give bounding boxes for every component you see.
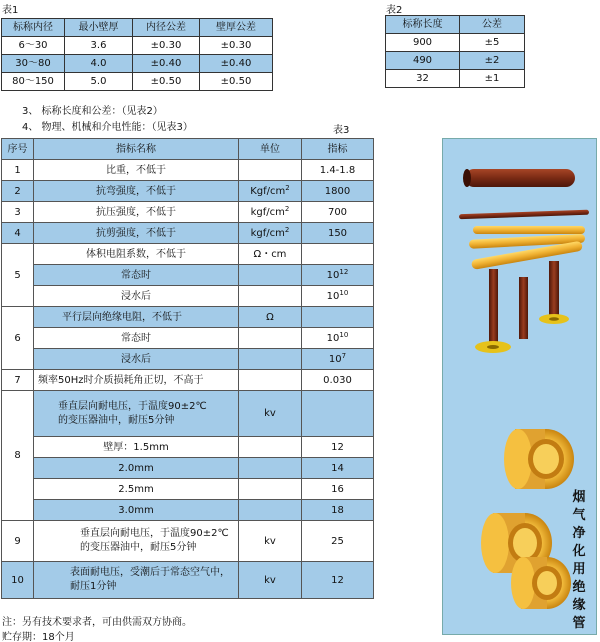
unit (239, 370, 302, 391)
table2-cell: ±2 (460, 52, 525, 70)
row-number: 6 (2, 307, 34, 370)
table3-header: 单位 (239, 139, 302, 160)
unit: kgf/$cm^2$ (239, 223, 302, 244)
sub-condition: 常态时 (34, 328, 239, 349)
value: 0.030 (302, 370, 374, 391)
table1-cell: 80～150 (2, 73, 65, 91)
property-name: 体积电阻系数，不低于 (34, 244, 239, 265)
table2-header: 公差 (460, 16, 525, 34)
value: $10^{10}$ (302, 286, 374, 307)
property-name: 平行层向绝缘电阻，不低于 (34, 307, 239, 328)
unit (239, 265, 302, 286)
sub-condition: 壁厚：1.5mm (34, 437, 239, 458)
property-name: 垂直层向耐电压，于温度90±2℃ 的变压器油中，耐压5分钟 (34, 521, 239, 562)
sub-condition: 浸水后 (34, 349, 239, 370)
row-number: 3 (2, 202, 34, 223)
unit: kv (239, 562, 302, 599)
table2-cell: ±5 (460, 34, 525, 52)
value: 1.4-1.8 (302, 160, 374, 181)
table3-label: 表3 (333, 125, 350, 136)
row-number: 4 (2, 223, 34, 244)
property-name: 表面耐电压，受潮后于常态空气中， 耐压1分钟 (34, 562, 239, 599)
unit (239, 286, 302, 307)
table2-cell: 32 (386, 70, 460, 88)
property-name: 抗压强度，不低于 (34, 202, 239, 223)
value: 25 (302, 521, 374, 562)
table1-cell: ±0.50 (200, 73, 273, 91)
sub-condition: 2.0mm (34, 458, 239, 479)
row-number: 5 (2, 244, 34, 307)
table3-header: 序号 (2, 139, 34, 160)
note-item3: 3、 标称长度和公差：（见表2） (22, 106, 163, 117)
value: $10^7$ (302, 349, 374, 370)
table1-cell: 30～80 (2, 55, 65, 73)
row-number: 1 (2, 160, 34, 181)
property-name: 垂直层向耐电压，于温度90±2℃ 的变压器油中，耐压5分钟 (34, 391, 239, 437)
value (302, 244, 374, 265)
unit (239, 349, 302, 370)
value: 1800 (302, 181, 374, 202)
storage-period: 贮存期：18个月 (2, 632, 75, 642)
table3-header: 指标名称 (34, 139, 239, 160)
property-name: 比重，不低于 (34, 160, 239, 181)
property-name: 抗弯强度，不低于 (34, 181, 239, 202)
value (302, 307, 374, 328)
unit: kgf/$cm^2$ (239, 202, 302, 223)
table1-header: 壁厚公差 (200, 19, 273, 37)
table1-cell: 6～30 (2, 37, 65, 55)
unit: Kgf/$cm^2$ (239, 181, 302, 202)
row-number: 2 (2, 181, 34, 202)
unit (239, 500, 302, 521)
table1-cell: 5.0 (65, 73, 133, 91)
value: 700 (302, 202, 374, 223)
footer-note: 注：另有技术要求者，可由供需双方协商。 (2, 617, 192, 628)
table1-label: 表1 (2, 5, 19, 16)
table1-cell: 4.0 (65, 55, 133, 73)
sub-condition: 浸水后 (34, 286, 239, 307)
value: $10^{10}$ (302, 328, 374, 349)
table1-cell: ±0.40 (133, 55, 200, 73)
unit: Ω・cm (239, 244, 302, 265)
table2-cell: 900 (386, 34, 460, 52)
table2-label: 表2 (386, 5, 403, 16)
table3 (1, 138, 374, 599)
table2-cell: 490 (386, 52, 460, 70)
value: 18 (302, 500, 374, 521)
table2-cell: ±1 (460, 70, 525, 88)
table1-cell: ±0.30 (200, 37, 273, 55)
value (302, 391, 374, 437)
row-number: 8 (2, 391, 34, 521)
sub-condition: 2.5mm (34, 479, 239, 500)
row-number: 9 (2, 521, 34, 562)
property-name: 频率50Hz时介质损耗角正切，不高于 (34, 370, 239, 391)
value: 12 (302, 562, 374, 599)
table1-header: 最小壁厚 (65, 19, 133, 37)
table3-header: 指标 (302, 139, 374, 160)
value: $10^{12}$ (302, 265, 374, 286)
unit (239, 328, 302, 349)
note-item4: 4、 物理、机械和介电性能：（见表3） (22, 122, 193, 133)
table2 (385, 15, 525, 88)
value: 150 (302, 223, 374, 244)
table1-cell: ±0.40 (200, 55, 273, 73)
row-number: 7 (2, 370, 34, 391)
unit (239, 458, 302, 479)
table1-header: 标称内径 (2, 19, 65, 37)
value: 12 (302, 437, 374, 458)
unit: Ω (239, 307, 302, 328)
table1-cell: ±0.50 (133, 73, 200, 91)
table1 (1, 18, 273, 91)
property-name: 抗剪强度，不低于 (34, 223, 239, 244)
unit (239, 160, 302, 181)
sub-condition: 常态时 (34, 265, 239, 286)
unit: kv (239, 391, 302, 437)
product-caption: 烟 气 净 化 用 绝 缘 管 (572, 490, 586, 631)
table1-cell: ±0.30 (133, 37, 200, 55)
sub-condition: 3.0mm (34, 500, 239, 521)
table2-header: 标称长度 (386, 16, 460, 34)
row-number: 10 (2, 562, 34, 599)
unit: kv (239, 521, 302, 562)
value: 16 (302, 479, 374, 500)
table1-header: 内径公差 (133, 19, 200, 37)
table1-cell: 3.6 (65, 37, 133, 55)
unit (239, 479, 302, 500)
unit (239, 437, 302, 458)
value: 14 (302, 458, 374, 479)
